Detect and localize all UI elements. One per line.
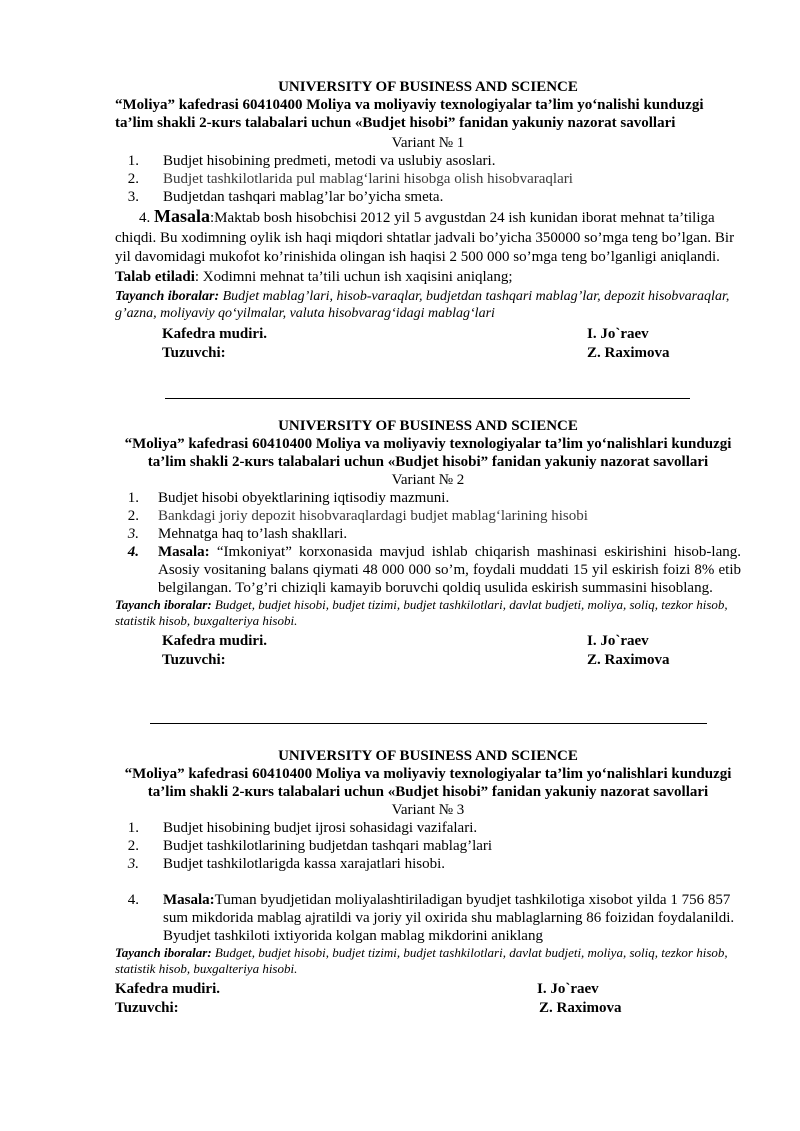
kafedra-name: I. Jo`raev — [587, 326, 649, 342]
task-number: 4. — [127, 892, 139, 908]
tuzuvchi-label: Tuzuvchi: — [162, 345, 226, 361]
university-title: UNIVERSITY OF BUSINESS AND SCIENCE — [278, 748, 578, 764]
list-item — [115, 891, 741, 945]
question-list — [115, 819, 741, 945]
item-number: 1. — [127, 490, 139, 506]
document-page — [115, 78, 741, 363]
question-list — [115, 489, 741, 597]
signature-kafedra — [115, 632, 741, 651]
list-item — [115, 525, 741, 543]
tuzuvchi-name: Z. Raximova — [587, 345, 670, 361]
signature-kafedra — [115, 980, 741, 999]
key-terms-label: Tayanch iboralar: — [115, 945, 212, 960]
tuzuvchi-label: Tuzuvchi: — [115, 1000, 179, 1016]
task-text: Tuman byudjetidan moliyalashtiriladigan byudjet tashkilotiga xisobot yilda 1 756 857 sum mikdorida mablag ajratildi va joriy yil oxirida shu mablaglarning 86 foizidan foydalanildi. Byudjet tashkiloti ixtiyorida kolgan mablag mikdorini aniklang — [163, 892, 735, 944]
exam-header: “Moliya” kafedrasi 60410400 Moliya va moliyaviy texnologiyalar ta’lim yo‘nalishlari kunduzgi ta’lim shakli 2-кurs talabalari uchun «Budjet hisobi” fanidan yakuniy nazorat savollari — [124, 766, 732, 800]
key-terms-text: Budget, budjet hisobi, budjet tizimi, budjet tashkilotlari, davlat budjeti, moliya, soliq, tezkor hisob, statistik hisob, buxgalteriya hisobi. — [115, 945, 728, 976]
item-number: 1. — [127, 153, 139, 169]
item-text: Mehnatga haq to’lash shakllari. — [158, 526, 348, 542]
item-text: Budjet tashkilotlarigda kassa xarajatlari hisobi. — [163, 856, 446, 872]
task-paragraph — [163, 891, 741, 945]
item-text: Budjet hisobining predmeti, metodi va uslubiy asoslari. — [163, 153, 496, 169]
item-text: Budjet tashkilotlarida pul mablag‘larini hisobga olish hisobvaraqlari — [163, 171, 573, 187]
kafedra-name: I. Jo`raev — [537, 981, 599, 997]
list-item — [115, 489, 741, 507]
variant-1-block — [115, 78, 741, 363]
key-terms — [115, 945, 745, 977]
task-number: 4. — [139, 210, 151, 226]
item-text: Budjet hisobining budjet ijrosi sohasidagi vazifalari. — [163, 820, 478, 836]
task-number: 4. — [127, 544, 139, 560]
task-text: :Maktab bosh hisobchisi 2012 yil 5 avgustdan 24 ish kunidan iborat mehnat ta’tiliga chiqdi. Bu xodimning oylik ish haqi miqdori shtatlar jadvali bo’yicha 350000 so’mga teng bo’lgan. Bir yil davomidagi mukofot ko’rinishida olingan ish haqisi 2 500 000 so’mga teng bo’lganligi aniqlandi. — [115, 210, 735, 265]
key-terms — [115, 597, 745, 629]
exam-header: “Moliya” kafedrasi 60410400 Moliya va moliyaviy texnologiyalar ta’lim yo‘nalishlari kunduzgi ta’lim shakli 2-кurs talabalari uchun «Budjet hisobi” fanidan yakuniy nazorat savollari — [124, 436, 732, 470]
variant-number: Variant № 1 — [391, 135, 465, 151]
key-terms-label: Tayanch iboralar: — [115, 289, 220, 304]
kafedra-label: Kafedra mudiri. — [162, 633, 267, 649]
task-requirement-text: : Xodimni mehnat ta’tili uchun ish xaqisini aniqlang; — [194, 268, 513, 285]
key-terms-text: Budget, budjet hisobi, budjet tizimi, budjet tashkilotlari, davlat budjeti, moliya, soliq, tezkor hisob, statistik hisob, buxgalteriya hisobi. — [115, 597, 728, 628]
item-number: 2. — [127, 838, 139, 854]
variant-number: Variant № 2 — [391, 472, 465, 488]
separator-line — [165, 398, 690, 399]
variant-number: Variant № 3 — [391, 802, 465, 818]
exam-header: “Moliya” kafedrasi 60410400 Moliya va moliyaviy texnologiyalar ta’lim yo‘nalishi kunduzgi ta’lim shakli 2-кurs talabalari uchun «Budjet hisobi” fanidan yakuniy nazorat savollari — [115, 97, 704, 131]
signature-kafedra — [115, 325, 741, 344]
task-requirement-label: Talab etiladi — [115, 268, 195, 285]
variant-3-block — [115, 747, 741, 1018]
task-label: Masala: — [158, 544, 210, 560]
key-terms-label: Tayanch iboralar: — [115, 597, 212, 612]
signature-tuzuvchi — [115, 344, 741, 363]
key-terms-text: Budjet mablag’lari, hisob-varaqlar, budjetdan tashqari mablag’lar, depozit hisobvaraqlar, g’azna, moliyaviy qo‘yilmalar, valuta hisobvarag‘idagi mablag‘lari — [115, 289, 730, 321]
item-number: 2. — [127, 171, 139, 187]
task-label: Masala — [154, 206, 210, 226]
kafedra-label: Kafedra mudiri. — [162, 326, 267, 342]
separator-line — [150, 723, 707, 724]
item-text: Budjetdan tashqari mablag’lar bo’yicha smeta. — [163, 189, 444, 205]
item-text: Budjet hisobi obyektlarining iqtisodiy mazmuni. — [158, 490, 450, 506]
task-text: “Imkoniyat” korxonasida mavjud ishlab chiqarish mashinasi eskirishini hisob-lang. Asosiy vositaning balans qiymati 48 000 000 so’m, foydali muddati 15 yil eskirish foizi 8% etib belgilangan. To’g’ri chiziqli kamayib boruvchi qoldiq usulida eskirish summasini hisoblang. — [158, 544, 741, 596]
kafedra-name: I. Jo`raev — [587, 633, 649, 649]
document-page — [115, 747, 741, 1018]
item-number: 2. — [127, 508, 139, 524]
university-title: UNIVERSITY OF BUSINESS AND SCIENCE — [278, 418, 578, 434]
key-terms — [115, 288, 741, 322]
kafedra-label: Kafedra mudiri. — [115, 981, 220, 997]
document-page — [115, 417, 741, 670]
tuzuvchi-label: Tuzuvchi: — [162, 652, 226, 668]
item-number: 3. — [127, 189, 139, 205]
task-paragraph — [115, 207, 741, 287]
list-item — [115, 543, 741, 597]
item-number: 1. — [127, 820, 139, 836]
list-item — [115, 152, 741, 170]
list-item — [115, 507, 741, 525]
list-item — [115, 170, 741, 188]
item-text: Bankdagi joriy depozit hisobvaraqlardagi budjet mablag‘larining hisobi — [158, 508, 588, 524]
list-item — [115, 188, 741, 206]
task-paragraph — [158, 543, 741, 597]
item-number: 3. — [127, 856, 139, 872]
item-text: Budjet tashkilotlarining budjetdan tashqari mablag’lari — [163, 838, 493, 854]
question-list — [115, 152, 741, 206]
list-item — [115, 855, 741, 873]
tuzuvchi-name: Z. Raximova — [539, 1000, 622, 1016]
signature-tuzuvchi — [115, 651, 741, 670]
list-item — [115, 837, 741, 855]
task-label: Masala: — [163, 892, 215, 908]
variant-2-block — [115, 417, 741, 670]
tuzuvchi-name: Z. Raximova — [587, 652, 670, 668]
list-item — [115, 819, 741, 837]
signature-tuzuvchi — [115, 999, 741, 1018]
item-number: 3. — [127, 526, 139, 542]
university-title: UNIVERSITY OF BUSINESS AND SCIENCE — [278, 79, 578, 95]
